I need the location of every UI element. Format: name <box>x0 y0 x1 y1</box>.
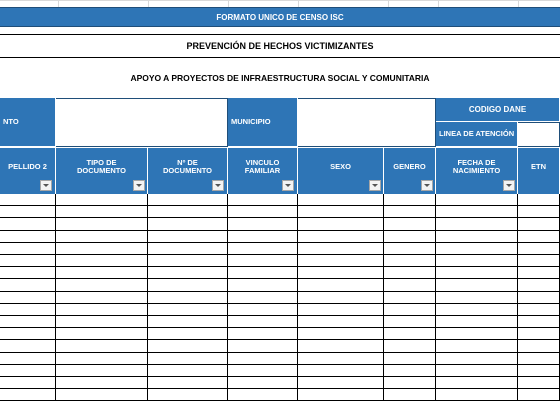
table-cell[interactable] <box>436 279 518 291</box>
table-cell[interactable] <box>298 316 384 328</box>
table-cell[interactable] <box>56 292 148 304</box>
table-cell[interactable] <box>0 255 56 267</box>
table-cell[interactable] <box>0 206 56 218</box>
table-cell[interactable] <box>436 304 518 316</box>
table-cell[interactable] <box>228 377 298 389</box>
table-cell[interactable] <box>298 328 384 340</box>
table-cell[interactable] <box>56 316 148 328</box>
table-cell[interactable] <box>56 304 148 316</box>
table-cell[interactable] <box>228 279 298 291</box>
table-cell[interactable] <box>0 377 56 389</box>
table-cell[interactable] <box>384 231 436 243</box>
column-label: TIPO DE DOCUMENTO <box>76 158 127 175</box>
table-cell[interactable] <box>518 304 560 316</box>
column-label: GENERO <box>393 162 426 171</box>
table-cell[interactable] <box>298 206 384 218</box>
table-cell[interactable] <box>518 255 560 267</box>
table-cell[interactable] <box>298 304 384 316</box>
filter-dropdown-icon[interactable] <box>133 180 145 191</box>
table-cell[interactable] <box>0 328 56 340</box>
table-cell[interactable] <box>298 267 384 279</box>
table-cell[interactable] <box>0 304 56 316</box>
table-cell[interactable] <box>56 206 148 218</box>
table-cell[interactable] <box>0 218 56 230</box>
table-cell[interactable] <box>518 231 560 243</box>
filter-dropdown-icon[interactable] <box>40 180 52 191</box>
table-cell[interactable] <box>436 292 518 304</box>
table-cell[interactable] <box>148 316 228 328</box>
table-cell[interactable] <box>56 255 148 267</box>
table-cell[interactable] <box>384 377 436 389</box>
departamento-input[interactable] <box>56 98 228 147</box>
table-cell[interactable] <box>56 218 148 230</box>
table-cell[interactable] <box>384 194 436 206</box>
table-cell[interactable] <box>518 206 560 218</box>
table-cell[interactable] <box>436 389 518 401</box>
table-cell[interactable] <box>56 328 148 340</box>
table-cell[interactable] <box>384 206 436 218</box>
column-label: Nº DE DOCUMENTO <box>162 158 213 175</box>
table-cell[interactable] <box>384 267 436 279</box>
filter-dropdown-icon[interactable] <box>421 180 433 191</box>
table-cell[interactable] <box>436 377 518 389</box>
table-cell[interactable] <box>436 218 518 230</box>
filter-dropdown-icon[interactable] <box>369 180 381 191</box>
column-label: PELLIDO 2 <box>8 162 47 171</box>
table-cell[interactable] <box>436 267 518 279</box>
table-cell[interactable] <box>384 328 436 340</box>
table-cell[interactable] <box>518 389 560 401</box>
table-cell[interactable] <box>56 243 148 255</box>
table-cell[interactable] <box>148 389 228 401</box>
municipio-label: MUNICIPIO <box>228 98 298 147</box>
table-cell[interactable] <box>436 206 518 218</box>
table-cell[interactable] <box>228 292 298 304</box>
table-cell[interactable] <box>518 328 560 340</box>
table-cell[interactable] <box>228 267 298 279</box>
table-cell[interactable] <box>0 340 56 352</box>
table-cell[interactable] <box>148 243 228 255</box>
table-cell[interactable] <box>0 194 56 206</box>
table-cell[interactable] <box>228 194 298 206</box>
column-label: FECHA DE NACIMIENTO <box>452 158 501 175</box>
table-cell[interactable] <box>56 340 148 352</box>
table-cell[interactable] <box>518 218 560 230</box>
table-cell[interactable] <box>148 267 228 279</box>
table-cell[interactable] <box>298 218 384 230</box>
linea-atencion-label: LINEA DE ATENCIÓN <box>436 122 518 147</box>
table-cell[interactable] <box>0 267 56 279</box>
table-cell[interactable] <box>518 377 560 389</box>
table-cell[interactable] <box>56 279 148 291</box>
table-cell[interactable] <box>436 243 518 255</box>
table-cell[interactable] <box>518 267 560 279</box>
table-cell[interactable] <box>436 316 518 328</box>
table-cell[interactable] <box>0 292 56 304</box>
table-cell[interactable] <box>436 194 518 206</box>
table-cell[interactable] <box>518 365 560 377</box>
column-label: VINCULO FAMILIAR <box>244 158 281 175</box>
table-cell[interactable] <box>436 328 518 340</box>
table-cell[interactable] <box>56 194 148 206</box>
table-cell[interactable] <box>148 255 228 267</box>
column-label: SEXO <box>330 162 351 171</box>
table-cell[interactable] <box>518 279 560 291</box>
form-title: FORMATO UNICO DE CENSO ISC <box>0 7 560 27</box>
table-cell[interactable] <box>518 316 560 328</box>
table-cell[interactable] <box>0 365 56 377</box>
table-cell[interactable] <box>228 316 298 328</box>
table-cell[interactable] <box>436 231 518 243</box>
table-cell[interactable] <box>148 194 228 206</box>
table-cell[interactable] <box>148 206 228 218</box>
table-cell[interactable] <box>56 389 148 401</box>
table-cell[interactable] <box>0 389 56 401</box>
linea-atencion-input[interactable] <box>518 122 560 147</box>
table-cell[interactable] <box>518 194 560 206</box>
table-cell[interactable] <box>228 231 298 243</box>
table-cell[interactable] <box>436 365 518 377</box>
table-cell[interactable] <box>0 316 56 328</box>
table-cell[interactable] <box>0 279 56 291</box>
table-cell[interactable] <box>148 218 228 230</box>
table-cell[interactable] <box>436 340 518 352</box>
table-cell[interactable] <box>298 279 384 291</box>
table-cell[interactable] <box>228 243 298 255</box>
table-cell[interactable] <box>518 353 560 365</box>
table-cell[interactable] <box>148 328 228 340</box>
municipio-input[interactable] <box>298 98 436 147</box>
table-cell[interactable] <box>228 328 298 340</box>
table-cell[interactable] <box>298 243 384 255</box>
table-cell[interactable] <box>56 231 148 243</box>
table-cell[interactable] <box>228 304 298 316</box>
table-cell[interactable] <box>0 353 56 365</box>
table-cell[interactable] <box>148 353 228 365</box>
table-cell[interactable] <box>518 340 560 352</box>
table-cell[interactable] <box>148 377 228 389</box>
table-cell[interactable] <box>384 316 436 328</box>
filter-dropdown-icon[interactable] <box>212 180 224 191</box>
table-cell[interactable] <box>298 353 384 365</box>
table-cell[interactable] <box>228 353 298 365</box>
departamento-label: NTO <box>0 98 56 147</box>
table-cell[interactable] <box>228 340 298 352</box>
filter-dropdown-icon[interactable] <box>503 180 515 191</box>
table-cell[interactable] <box>56 377 148 389</box>
table-cell[interactable] <box>384 389 436 401</box>
table-cell[interactable] <box>148 231 228 243</box>
table-cell[interactable] <box>384 353 436 365</box>
table-cell[interactable] <box>436 255 518 267</box>
table-cell[interactable] <box>298 292 384 304</box>
table-cell[interactable] <box>228 389 298 401</box>
table-cell[interactable] <box>298 340 384 352</box>
table-cell[interactable] <box>228 365 298 377</box>
table-cell[interactable] <box>298 389 384 401</box>
table-cell[interactable] <box>56 353 148 365</box>
table-cell[interactable] <box>0 231 56 243</box>
table-cell[interactable] <box>436 353 518 365</box>
table-cell[interactable] <box>384 255 436 267</box>
table-cell[interactable] <box>384 304 436 316</box>
column-header-etnia <box>518 148 560 194</box>
table-cell[interactable] <box>384 279 436 291</box>
table-cell[interactable] <box>384 365 436 377</box>
table-cell[interactable] <box>228 206 298 218</box>
table-cell[interactable] <box>384 292 436 304</box>
form-subtitle: PREVENCIÓN DE HECHOS VICTIMIZANTES <box>0 34 560 58</box>
table-cell[interactable] <box>228 255 298 267</box>
table-cell[interactable] <box>148 292 228 304</box>
table-cell[interactable] <box>298 255 384 267</box>
table-cell[interactable] <box>298 231 384 243</box>
column-label: ETN <box>531 162 546 171</box>
table-cell[interactable] <box>518 292 560 304</box>
table-cell[interactable] <box>148 340 228 352</box>
table-cell[interactable] <box>384 340 436 352</box>
table-cell[interactable] <box>56 365 148 377</box>
codigo-dane-label: CODIGO DANE <box>436 98 560 122</box>
table-cell[interactable] <box>298 377 384 389</box>
table-cell[interactable] <box>384 243 436 255</box>
table-cell[interactable] <box>384 218 436 230</box>
table-cell[interactable] <box>298 194 384 206</box>
table-cell[interactable] <box>228 218 298 230</box>
program-title: APOYO A PROYECTOS DE INFRAESTRUCTURA SOCIAL Y COMUNITARIA <box>0 64 560 92</box>
table-cell[interactable] <box>298 365 384 377</box>
table-cell[interactable] <box>148 304 228 316</box>
table-cell[interactable] <box>148 365 228 377</box>
filter-dropdown-icon[interactable] <box>282 180 294 191</box>
table-cell[interactable] <box>518 243 560 255</box>
table-cell[interactable] <box>0 243 56 255</box>
table-cell[interactable] <box>56 267 148 279</box>
table-cell[interactable] <box>148 279 228 291</box>
